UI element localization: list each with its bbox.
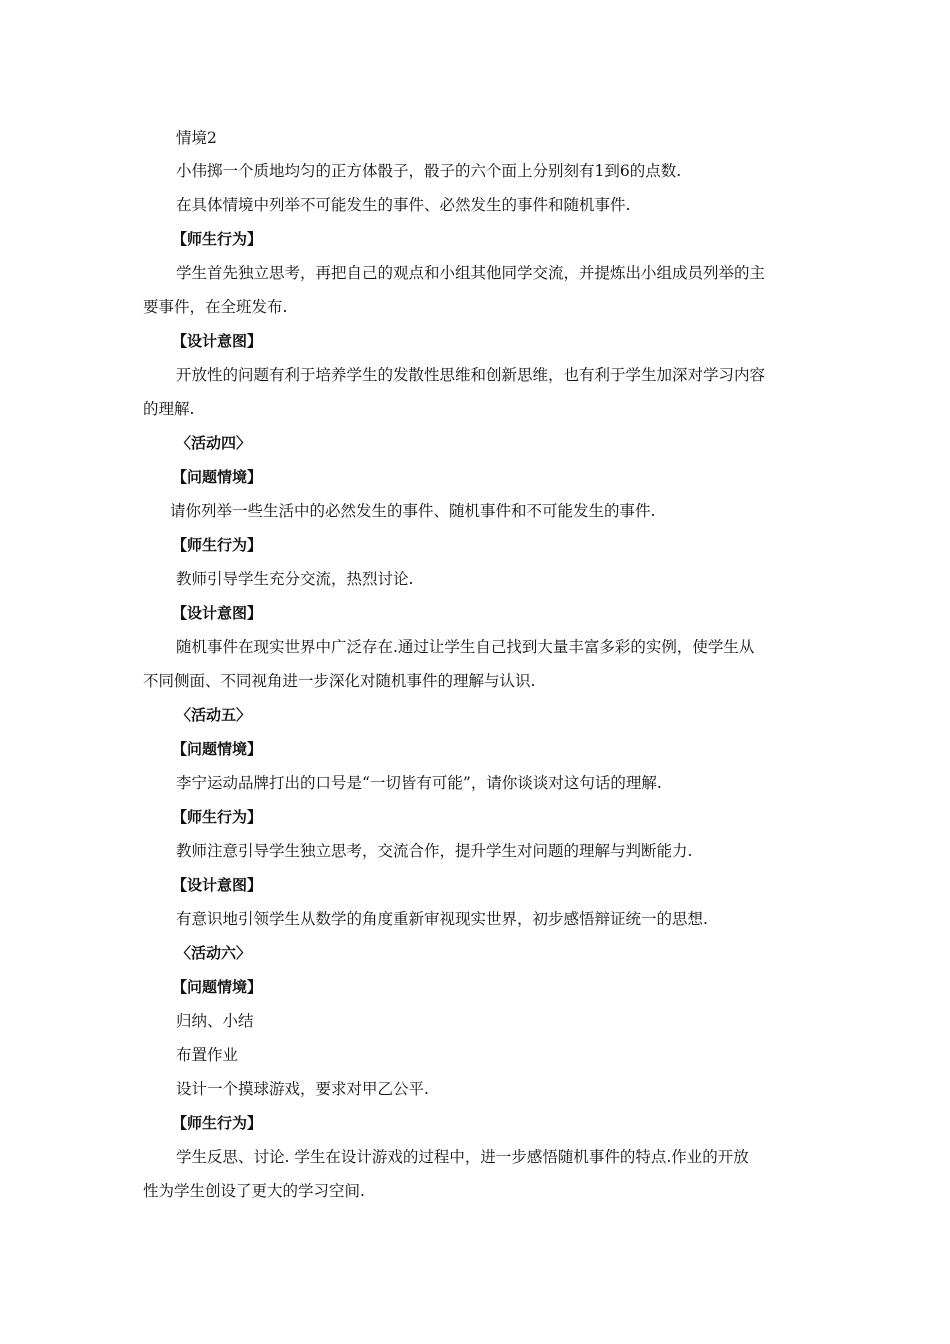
section-heading: 【问题情境】 — [172, 468, 263, 486]
section-heading: 【问题情境】 — [172, 978, 263, 996]
paragraph-line: 随机事件在现实世界中广泛存在.通过让学生自己找到大量丰富多彩的实例，使学生从 — [176, 638, 755, 656]
scenario-2-title: 情境2 — [176, 129, 217, 147]
paragraph-line: 设计一个摸球游戏，要求对甲乙公平. — [176, 1080, 429, 1098]
paragraph-line: 小伟掷一个质地均匀的正方体骰子，骰子的六个面上分别刻有1到6的点数. — [176, 162, 682, 180]
paragraph-line: 布置作业 — [176, 1046, 239, 1064]
paragraph-line: 不同侧面、不同视角进一步深化对随机事件的理解与认识. — [143, 672, 536, 690]
paragraph-line: 的理解. — [143, 400, 195, 418]
section-heading: 【师生行为】 — [172, 808, 263, 826]
paragraph-line: 在具体情境中列举不可能发生的事件、必然发生的事件和随机事件. — [176, 196, 631, 214]
section-heading: 【设计意图】 — [172, 604, 263, 622]
paragraph-line: 学生反思、讨论. 学生在设计游戏的过程中，进一步感悟随机事件的特点.作业的开放 — [176, 1148, 749, 1166]
section-heading: 【问题情境】 — [172, 740, 263, 758]
paragraph-line: 李宁运动品牌打出的口号是“一切皆有可能”，请你谈谈对这句话的理解. — [176, 774, 662, 792]
section-heading: 【设计意图】 — [172, 332, 263, 350]
section-heading: 【设计意图】 — [172, 876, 263, 894]
paragraph-line: 教师注意引导学生独立思考，交流合作，提升学生对问题的理解与判断能力. — [176, 842, 693, 860]
paragraph-line: 性为学生创设了更大的学习空间. — [143, 1182, 365, 1200]
section-heading: 【师生行为】 — [172, 230, 263, 248]
activity-heading: 〈活动五〉 — [176, 706, 252, 724]
paragraph-line: 有意识地引领学生从数学的角度重新审视现实世界，初步感悟辩证统一的思想. — [176, 910, 708, 928]
paragraph-line: 要事件，在全班发布. — [143, 298, 288, 316]
paragraph-line: 请你列举一些生活中的必然发生的事件、随机事件和不可能发生的事件. — [170, 502, 656, 520]
activity-heading: 〈活动六〉 — [176, 944, 252, 962]
activity-heading: 〈活动四〉 — [176, 434, 252, 452]
paragraph-line: 学生首先独立思考，再把自己的观点和小组其他同学交流，并提炼出小组成员列举的主 — [176, 264, 766, 282]
section-heading: 【师生行为】 — [172, 1114, 263, 1132]
paragraph-line: 开放性的问题有利于培养学生的发散性思维和创新思维，也有利于学生加深对学习内容 — [176, 366, 766, 384]
paragraph-line: 归纳、小结 — [176, 1012, 254, 1030]
paragraph-line: 教师引导学生充分交流，热烈讨论. — [176, 570, 414, 588]
section-heading: 【师生行为】 — [172, 536, 263, 554]
